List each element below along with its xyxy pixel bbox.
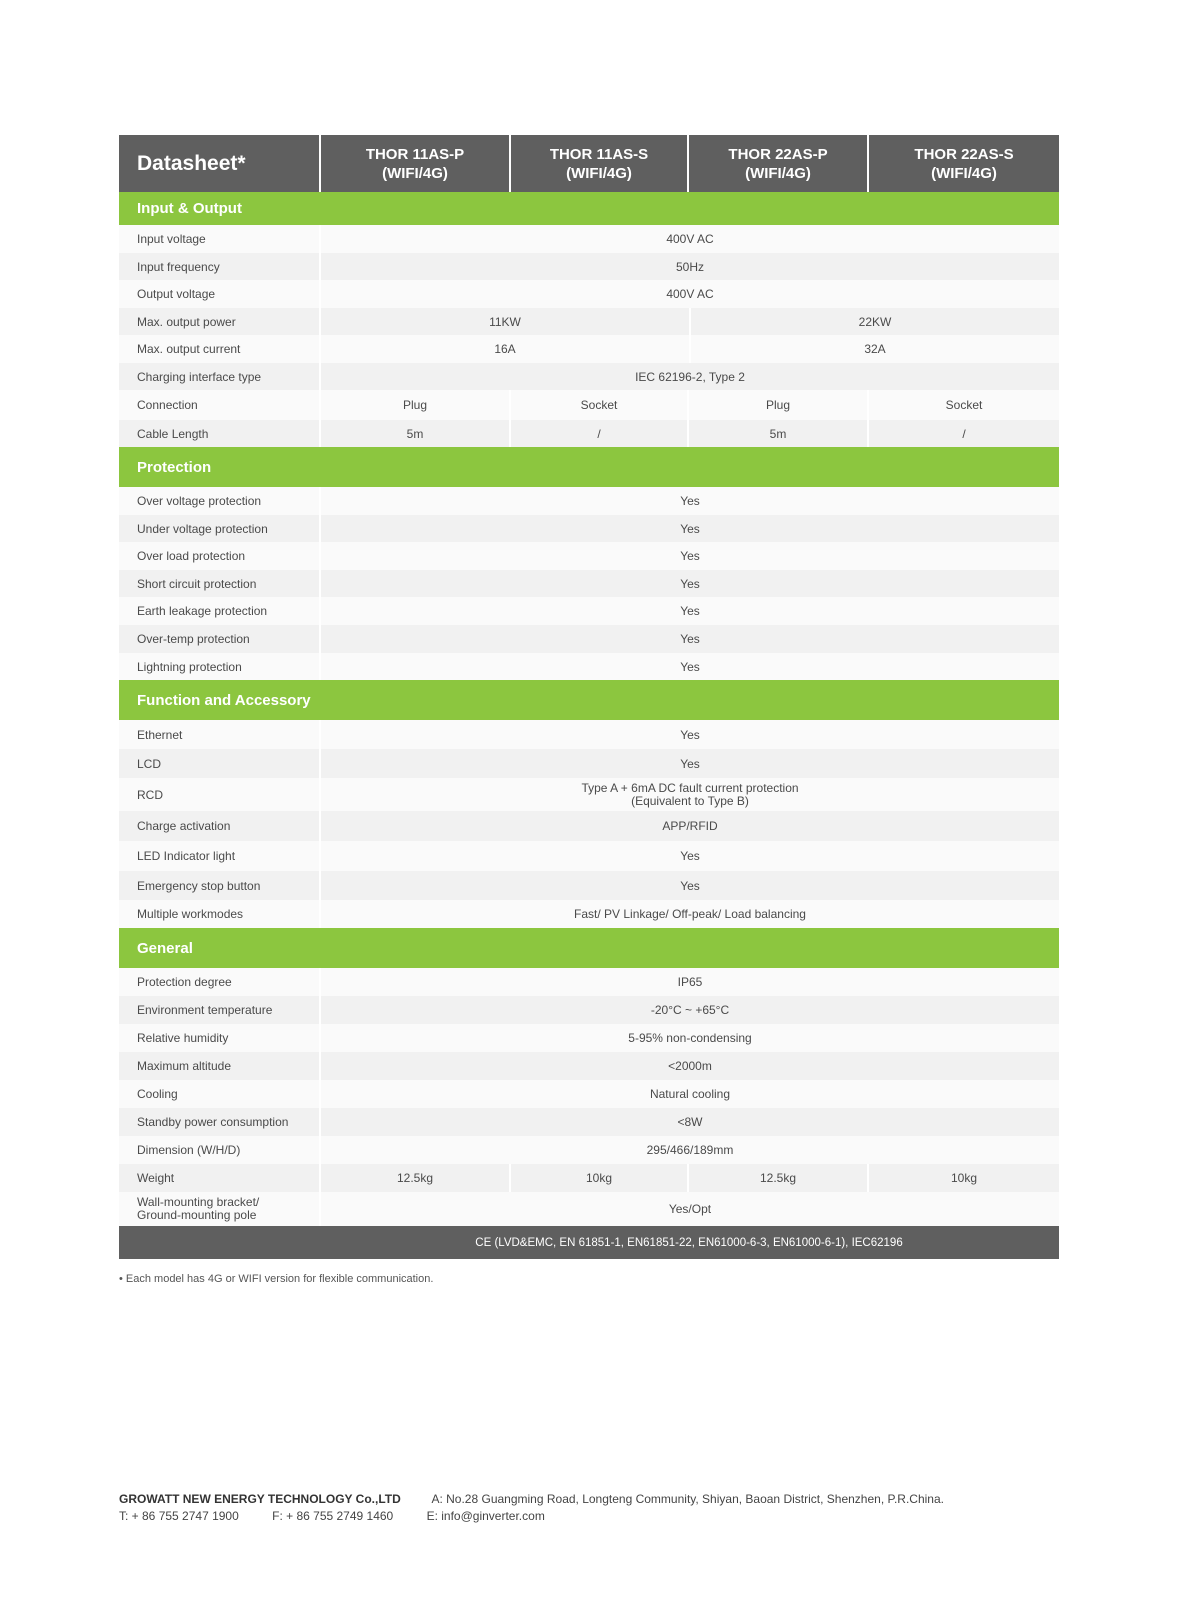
table-row: LED Indicator light Yes: [119, 841, 1059, 871]
table-row: Max. output current 16A 32A: [119, 335, 1059, 363]
table-row: Max. output power 11KW 22KW: [119, 308, 1059, 335]
company-email: E: info@ginverter.com: [426, 1509, 545, 1523]
table-row: Cable Length 5m / 5m /: [119, 420, 1059, 447]
section-protection: Protection: [119, 447, 1059, 487]
table-row: Lightning protection Yes: [119, 653, 1059, 680]
model-thor-22as-s: THOR 22AS-S (WIFI/4G): [867, 135, 1059, 192]
table-row: Input voltage 400V AC: [119, 225, 1059, 253]
table-row: Multiple workmodes Fast/ PV Linkage/ Off-peak/ Load balancing: [119, 900, 1059, 928]
table-row: Emergency stop button Yes: [119, 871, 1059, 900]
table-row: LCD Yes: [119, 749, 1059, 778]
table-row: Input frequency 50Hz: [119, 253, 1059, 280]
table-row: Charge activation APP/RFID: [119, 811, 1059, 841]
model-thor-22as-p: THOR 22AS-P (WIFI/4G): [687, 135, 867, 192]
table-row: Over-temp protection Yes: [119, 625, 1059, 653]
table-row: Dimension (W/H/D) 295/466/189mm: [119, 1136, 1059, 1164]
datasheet-title: Datasheet*: [119, 135, 319, 192]
table-row: Under voltage protection Yes: [119, 515, 1059, 542]
table-header: [119, 135, 1059, 192]
table-row: Output voltage 400V AC: [119, 280, 1059, 308]
company-address: A: No.28 Guangming Road, Longteng Community, Shiyan, Baoan District, Shenzhen, P.R.China.: [431, 1492, 944, 1506]
table-row: Wall-mounting bracket/ Ground-mounting pole Yes/Opt: [119, 1192, 1059, 1226]
company-fax: F: + 86 755 2749 1460: [272, 1509, 394, 1523]
certification-bar: [119, 1226, 1059, 1259]
table-row: Earth leakage protection Yes: [119, 597, 1059, 625]
table-row: Charging interface type IEC 62196-2, Type 2: [119, 363, 1059, 390]
table-row: Environment temperature -20°C ~ +65°C: [119, 996, 1059, 1024]
table-row: Ethernet Yes: [119, 720, 1059, 749]
company-tel: T: + 86 755 2747 1900: [119, 1509, 239, 1523]
section-input-output: Input & Output: [119, 192, 1059, 225]
table-row: RCD Type A + 6mA DC fault current protection (Equivalent to Type B): [119, 778, 1059, 811]
section-general: General: [119, 928, 1059, 968]
certification-text: CE (LVD&EMC, EN 61851-1, EN61851-22, EN61000-6-3, EN61000-6-1), IEC62196: [475, 1236, 903, 1249]
datasheet-table: [119, 135, 1059, 1259]
table-row: Weight 12.5kg 10kg 12.5kg 10kg: [119, 1164, 1059, 1192]
table-row: Connection Plug Socket Plug Socket: [119, 390, 1059, 420]
footnote: • Each model has 4G or WIFI version for flexible communication.: [119, 1273, 434, 1285]
table-row: Over voltage protection Yes: [119, 487, 1059, 515]
table-row: Short circuit protection Yes: [119, 570, 1059, 597]
table-row: Standby power consumption <8W: [119, 1108, 1059, 1136]
company-name: GROWATT NEW ENERGY TECHNOLOGY Co.,LTD: [119, 1492, 401, 1506]
table-row: Cooling Natural cooling: [119, 1080, 1059, 1108]
model-thor-11as-s: THOR 11AS-S (WIFI/4G): [509, 135, 687, 192]
table-row: Maximum altitude <2000m: [119, 1052, 1059, 1080]
section-function-accessory: Function and Accessory: [119, 680, 1059, 720]
company-contact: [119, 1509, 575, 1523]
table-row: Over load protection Yes: [119, 542, 1059, 570]
table-row: Protection degree IP65: [119, 968, 1059, 996]
table-row: Relative humidity 5-95% non-condensing: [119, 1024, 1059, 1052]
company-info: [119, 1492, 944, 1506]
model-thor-11as-p: THOR 11AS-P (WIFI/4G): [319, 135, 509, 192]
